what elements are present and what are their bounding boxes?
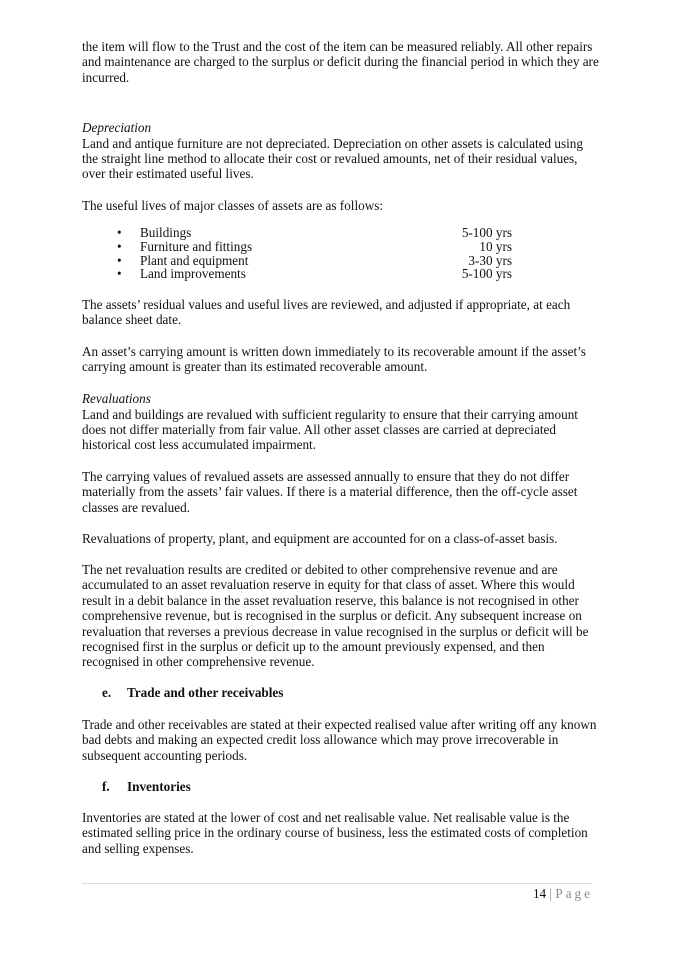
section-e-letter: e. <box>102 685 112 700</box>
useful-lives-intro: The useful lives of major classes of assets are as follows: <box>82 198 384 213</box>
residual-review-paragraph: The assets’ residual values and useful lives are reviewed, and adjusted if appropriate, at each balance sheet date. <box>82 297 571 328</box>
section-f-paragraph: Inventories are stated at the lower of cost and net realisable value. Net realisable value is the estimated selling price in the ordinary course of business, less the estimated costs of completion and selling expenses. <box>82 810 588 856</box>
depreciation-paragraph: Land and antique furniture are not depreciated. Depreciation on other assets is calculated using the straight line method to allocate their cost or revalued amounts, net of their residual values, over their estimated useful lives. <box>82 135 583 182</box>
section-e-paragraph: Trade and other receivables are stated at their expected realised value after writing off any known bad debts and making an expected credit loss allowance which may prove irrecoverable in subsequent accounting periods. <box>82 717 597 763</box>
useful-life: 10 yrs <box>479 238 512 254</box>
asset-class: Furniture and fittings <box>140 238 253 254</box>
intro-paragraph: the item will flow to the Trust and the cost of the item can be measured reliably. All other repairs and maintenance are charged to the surplus or deficit during the financial period in which they are incurred. <box>82 39 599 85</box>
list-item <box>82 254 602 268</box>
page-label: Page <box>555 886 593 901</box>
section-f-title: Inventories <box>127 779 191 794</box>
depreciation-subheading: Depreciation <box>82 120 152 135</box>
bullet-icon: • <box>117 225 122 240</box>
write-down-paragraph: An asset’s carrying amount is written down immediately to its recoverable amount if the asset’s carrying amount is greater than its estimated recoverable amount. <box>82 344 586 375</box>
revaluations-paragraph-4: The net revaluation results are credited or debited to other comprehensive revenue and are accumulated to an asset revaluation reserve in equity for that class of asset. Where this would result in a debit balance in the asset revaluation reserve, this balance is not recognised in other comprehensive revenue, but is recognised in the surplus or deficit. Any subsequent increase on revaluation that reverses a previous decrease in value recognised in the surplus or deficit will be recognised first in the surplus or deficit up to the amount previously expensed, and then recognised in other comprehensive revenue. <box>82 562 589 670</box>
revaluations-subheading: Revaluations <box>82 391 151 406</box>
revaluations-paragraph-2: The carrying values of revalued assets are assessed annually to ensure that they do not differ materially from the assets’ fair values. If there is a material difference, then the off-cycle asset classes are revalued. <box>82 469 578 515</box>
asset-class: Plant and equipment <box>140 252 249 268</box>
bullet-icon: • <box>117 252 122 268</box>
revaluations-paragraph-1: Land and buildings are revalued with sufficient regularity to ensure that their carrying amount does not differ materially from fair value. All other asset classes are carried at depreciated historical cost less accumulated impairment. <box>82 406 578 453</box>
list-item <box>82 240 602 254</box>
section-e-heading <box>82 685 602 700</box>
list-item <box>82 267 602 281</box>
section-f-letter: f. <box>102 779 110 794</box>
useful-life: 5-100 yrs <box>461 225 512 240</box>
useful-life: 5-100 yrs <box>461 266 512 282</box>
revaluations-paragraph-3: Revaluations of property, plant, and equipment are accounted for on a class-of-asset basis. <box>82 531 558 546</box>
list-item <box>82 226 602 240</box>
page-number: 14 <box>532 886 547 901</box>
page-footer <box>533 886 593 902</box>
section-f-heading <box>82 779 602 794</box>
useful-life: 3-30 yrs <box>468 252 512 268</box>
footer-separator: | <box>549 886 553 901</box>
asset-class: Land improvements <box>140 266 246 282</box>
bullet-icon: • <box>117 238 122 254</box>
section-e-title: Trade and other receivables <box>127 685 284 700</box>
bullet-icon: • <box>117 266 122 282</box>
useful-lives-list <box>82 226 602 281</box>
asset-class: Buildings <box>140 225 192 240</box>
footer-divider <box>82 883 592 884</box>
